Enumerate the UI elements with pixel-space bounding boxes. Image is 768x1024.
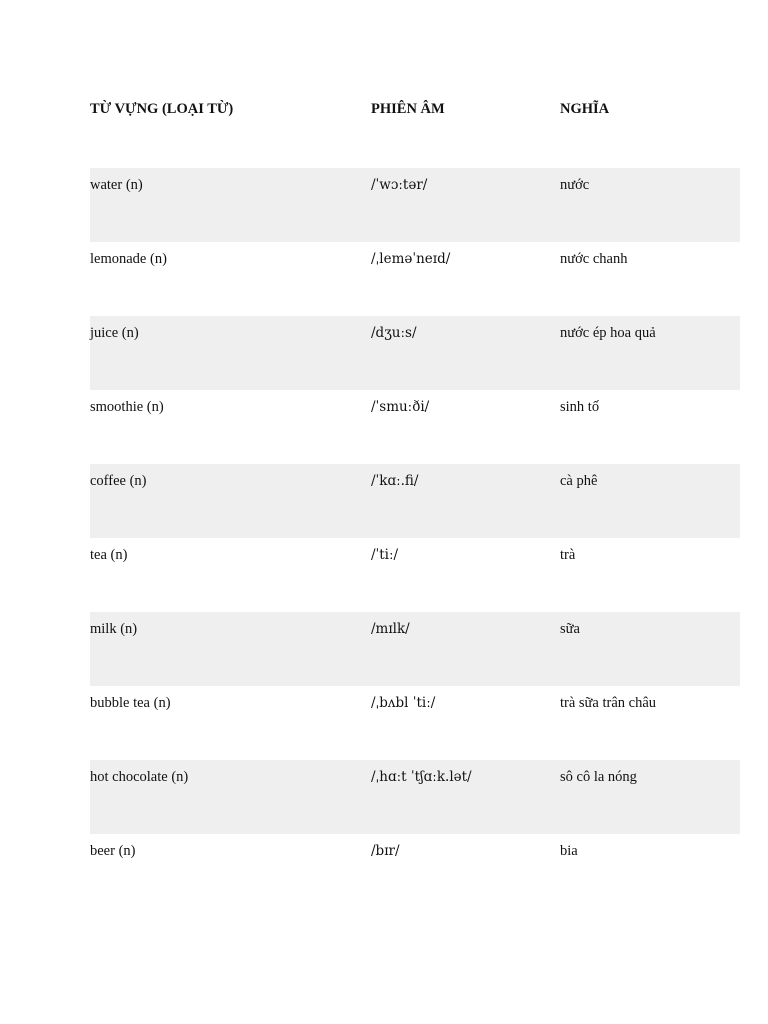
header-word: TỪ VỰNG (LOẠI TỪ) bbox=[90, 101, 234, 117]
word-cell: tea (n) bbox=[90, 547, 128, 563]
meaning-cell: cà phê bbox=[560, 473, 598, 489]
table-row bbox=[90, 538, 740, 612]
word-cell: beer (n) bbox=[90, 843, 136, 859]
meaning-cell: nước chanh bbox=[560, 251, 628, 267]
word-cell: water (n) bbox=[90, 177, 143, 193]
ipa-cell: /ˌhɑːt ˈtʃɑːk.lət/ bbox=[371, 769, 472, 785]
word-cell: milk (n) bbox=[90, 621, 138, 637]
word-cell: smoothie (n) bbox=[90, 399, 164, 415]
meaning-cell: sinh tố bbox=[560, 399, 600, 415]
meaning-cell: trà sữa trân châu bbox=[560, 695, 657, 711]
ipa-cell: /ˈwɔːtər/ bbox=[371, 177, 428, 193]
meaning-cell: sữa bbox=[560, 621, 580, 637]
table-row bbox=[90, 390, 740, 464]
ipa-cell: /ˈtiː/ bbox=[371, 547, 399, 563]
ipa-cell: /ˌleməˈneɪd/ bbox=[371, 251, 451, 267]
word-cell: bubble tea (n) bbox=[90, 695, 171, 711]
word-cell: coffee (n) bbox=[90, 473, 147, 489]
word-cell: lemonade (n) bbox=[90, 251, 167, 267]
ipa-cell: /mɪlk/ bbox=[371, 621, 410, 637]
ipa-cell: /dʒuːs/ bbox=[371, 325, 417, 341]
word-cell: hot chocolate (n) bbox=[90, 769, 189, 785]
meaning-cell: nước ép hoa quả bbox=[560, 325, 656, 341]
vocabulary-table bbox=[90, 94, 740, 908]
ipa-cell: /ˈkɑː.fi/ bbox=[371, 473, 419, 489]
table-row bbox=[90, 316, 740, 390]
ipa-cell: /bɪr/ bbox=[371, 843, 400, 859]
header-ipa: PHIÊN ÂM bbox=[371, 101, 445, 117]
table-row bbox=[90, 834, 740, 908]
table-row bbox=[90, 760, 740, 834]
ipa-cell: /ˈsmuːði/ bbox=[371, 399, 430, 415]
meaning-cell: nước bbox=[560, 177, 590, 193]
table-row bbox=[90, 612, 740, 686]
ipa-cell: /ˌbʌbl ˈtiː/ bbox=[371, 695, 436, 711]
table-header-row bbox=[90, 94, 740, 168]
table-row bbox=[90, 168, 740, 242]
header-meaning: NGHĨA bbox=[560, 101, 610, 117]
meaning-cell: bia bbox=[560, 843, 578, 859]
table-row bbox=[90, 242, 740, 316]
word-cell: juice (n) bbox=[90, 325, 139, 341]
table-row bbox=[90, 686, 740, 760]
meaning-cell: sô cô la nóng bbox=[560, 769, 637, 785]
meaning-cell: trà bbox=[560, 547, 576, 563]
table-row bbox=[90, 464, 740, 538]
